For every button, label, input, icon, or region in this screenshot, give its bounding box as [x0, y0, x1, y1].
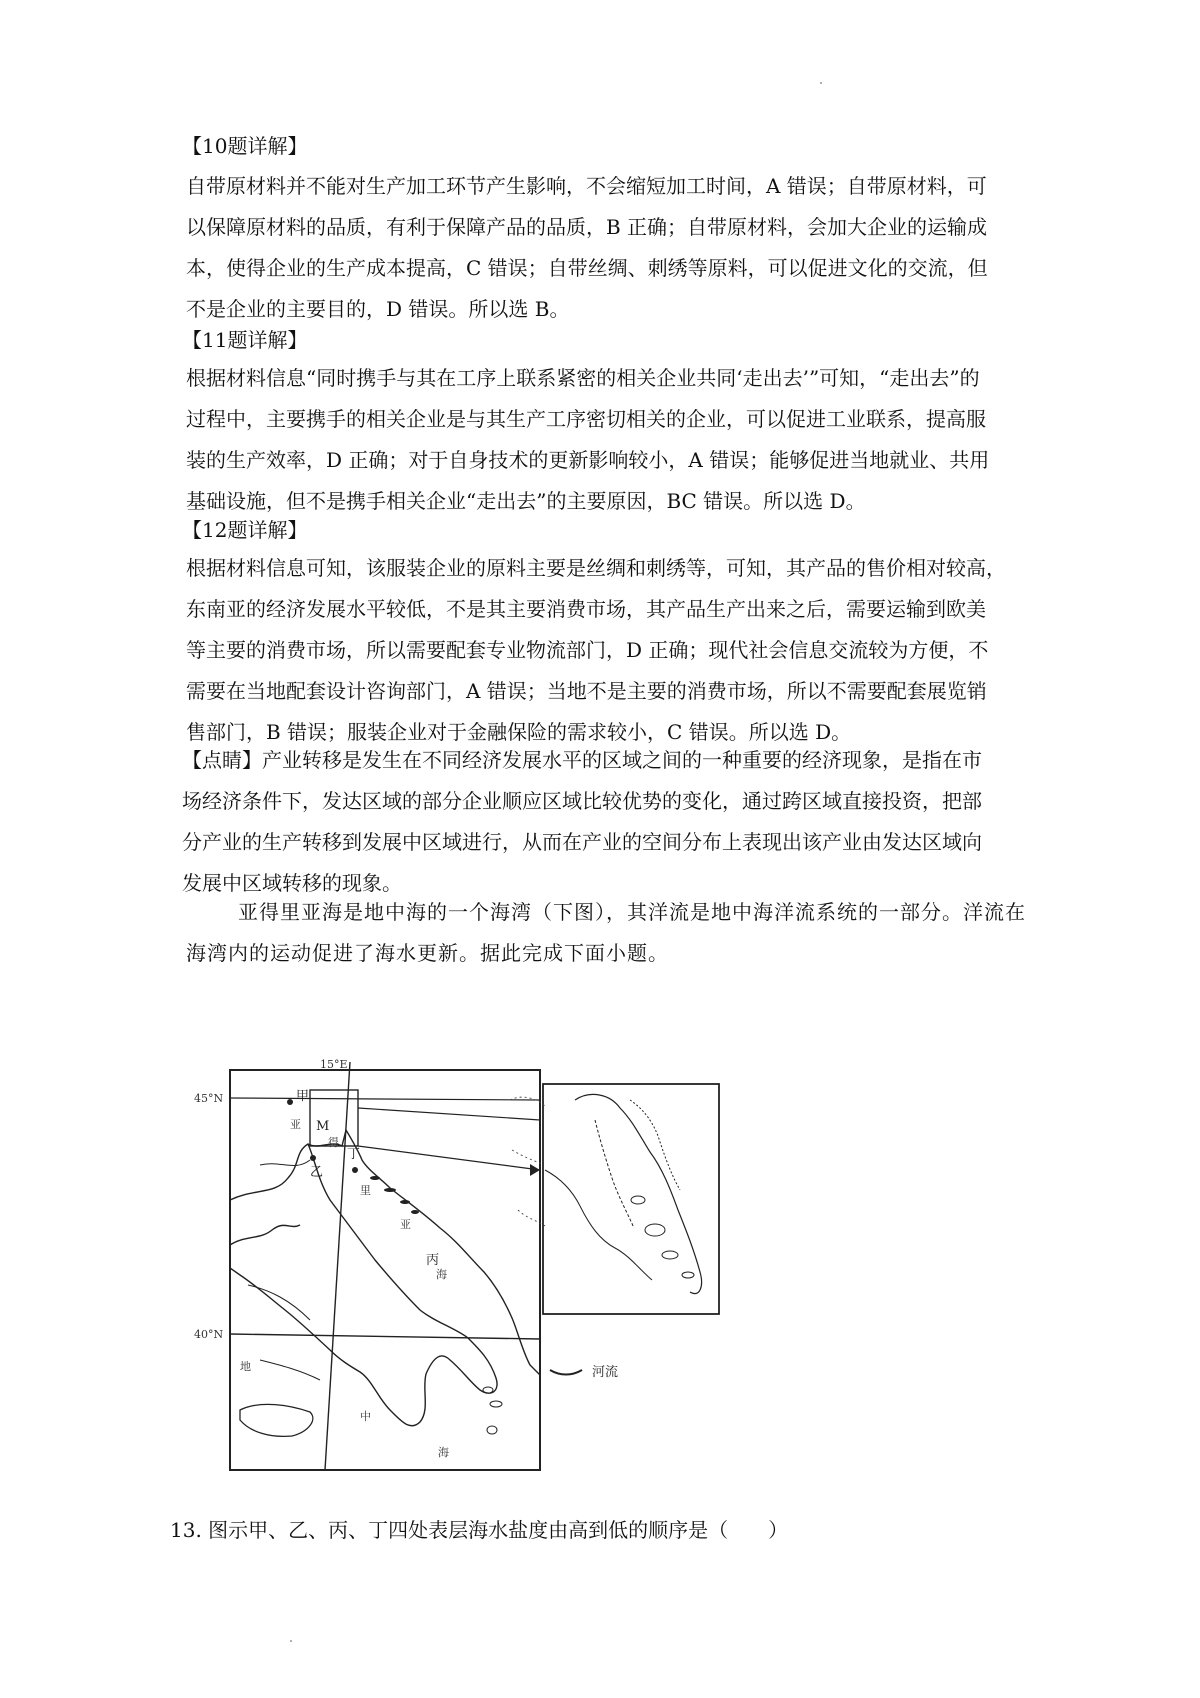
leader-line-bottom	[358, 1146, 540, 1170]
q10-line: 不是企业的主要目的，D 错误。所以选 B。	[186, 297, 570, 321]
inset-map-detail	[510, 1094, 702, 1293]
label-45n: 45°N	[194, 1092, 224, 1105]
comment-line: 【点睛】产业转移是发生在不同经济发展水平的区域之间的一种重要的经济现象，是指在市	[182, 748, 982, 772]
comment-paragraph	[182, 740, 1028, 904]
point-ding	[352, 1167, 358, 1173]
label-15e: 15°E	[320, 1058, 348, 1071]
river-legend-symbol	[550, 1370, 582, 1375]
q11-line: 根据材料信息“同时携手与其在工序上联系紧密的相关企业共同‘走出去’”可知，“走出去”的	[186, 366, 980, 390]
label-yi: 乙	[310, 1165, 324, 1180]
sea-label-1: 亚	[290, 1118, 301, 1131]
q12-line: 等主要的消费市场，所以需要配套专业物流部门，D 正确；现代社会信息交流较为方便，不	[186, 638, 989, 662]
point-jia	[287, 1099, 293, 1105]
sea-label-5: 海	[436, 1268, 447, 1281]
scan-speck	[820, 82, 822, 84]
q12-line: 东南亚的经济发展水平较低，不是其主要消费市场，其产品生产出来之后，需要运输到欧美	[186, 597, 986, 621]
comment-line: 发展中区域转移的现象。	[182, 871, 402, 895]
label-jia: 甲	[296, 1089, 310, 1104]
q12-line: 售部门，B 错误；服装企业对于金融保险的需求较小，C 错误。所以选 D。	[186, 720, 852, 744]
q10-line: 本，使得企业的生产成本提高，C 错误；自带丝绸、刺绣等原料，可以促进文化的交流，但	[186, 256, 988, 280]
q11-explanation	[186, 358, 1026, 522]
sea-label-3: 里	[360, 1184, 371, 1197]
intro-line: 海湾内的运动促进了海水更新。据此完成下面小题。	[186, 941, 669, 965]
label-m: M	[316, 1119, 330, 1134]
question-13: 13. 图示甲、乙、丙、丁四处表层海水盐度由高到低的顺序是（ ）	[170, 1518, 789, 1542]
sea-label-2: 得	[328, 1136, 339, 1149]
label-bing: 丙	[426, 1253, 440, 1268]
adriatic-map-figure	[194, 1058, 820, 1480]
q10-header: 【10题详解】	[182, 134, 308, 158]
main-map-frame	[230, 1070, 540, 1470]
sicily-outline	[240, 1404, 313, 1436]
label-ding: 丁	[347, 1147, 361, 1162]
arrow-head	[530, 1164, 540, 1176]
parallel-40n	[230, 1334, 540, 1339]
intro-paragraph	[186, 892, 1026, 974]
leader-line-top	[358, 1108, 540, 1120]
q10-line: 自带原材料并不能对生产加工环节产生影响，不会缩短加工时间，A 错误；自带原材料，可	[186, 174, 987, 198]
med-label-1: 地	[240, 1360, 251, 1373]
med-label-3: 海	[438, 1446, 449, 1459]
sea-label-4: 亚	[400, 1218, 411, 1231]
scan-speck	[290, 1640, 292, 1642]
comment-line: 分产业的生产转移到发展中区域进行，从而在产业的空间分布上表现出该产业由发达区域向	[182, 830, 982, 854]
q10-line: 以保障原材料的品质，有利于保障产品的品质，B 正确；自带原材料，会加大企业的运输成	[186, 215, 988, 239]
q11-header: 【11题详解】	[182, 328, 308, 352]
q11-line: 基础设施，但不是携手相关企业“走出去”的主要原因，BC 错误。所以选 D。	[186, 489, 866, 513]
rivers	[248, 1160, 320, 1380]
q12-line: 根据材料信息可知，该服装企业的原料主要是丝绸和刺绣等，可知，其产品的售价相对较高，	[186, 556, 1006, 580]
point-yi	[310, 1155, 316, 1161]
q11-line: 过程中，主要携手的相关企业是与其生产工序密切相关的企业，可以促进工业联系，提高服	[186, 407, 986, 431]
intro-line: 亚得里亚海是地中海的一个海湾（下图），其洋流是地中海洋流系统的一部分。洋流在	[238, 900, 1026, 924]
parallel-45n	[230, 1098, 540, 1100]
med-label-2: 中	[360, 1410, 371, 1423]
q12-header: 【12题详解】	[182, 518, 308, 542]
dalmatian-islands	[370, 1176, 502, 1434]
label-40n: 40°N	[194, 1328, 224, 1341]
q12-explanation	[186, 548, 1026, 753]
river-legend-label: 河流	[592, 1365, 619, 1380]
comment-line: 场经济条件下，发达区域的部分企业顺应区域比较优势的变化，通过跨区域直接投资，把部	[182, 789, 982, 813]
q10-explanation	[186, 166, 1026, 330]
q12-line: 需要在当地配套设计咨询部门，A 错误；当地不是主要的消费市场，所以不需要配套展览销	[186, 679, 987, 703]
q11-line: 装的生产效率，D 正确；对于自身技术的更新影响较小，A 错误；能够促进当地就业、共用	[186, 448, 990, 472]
